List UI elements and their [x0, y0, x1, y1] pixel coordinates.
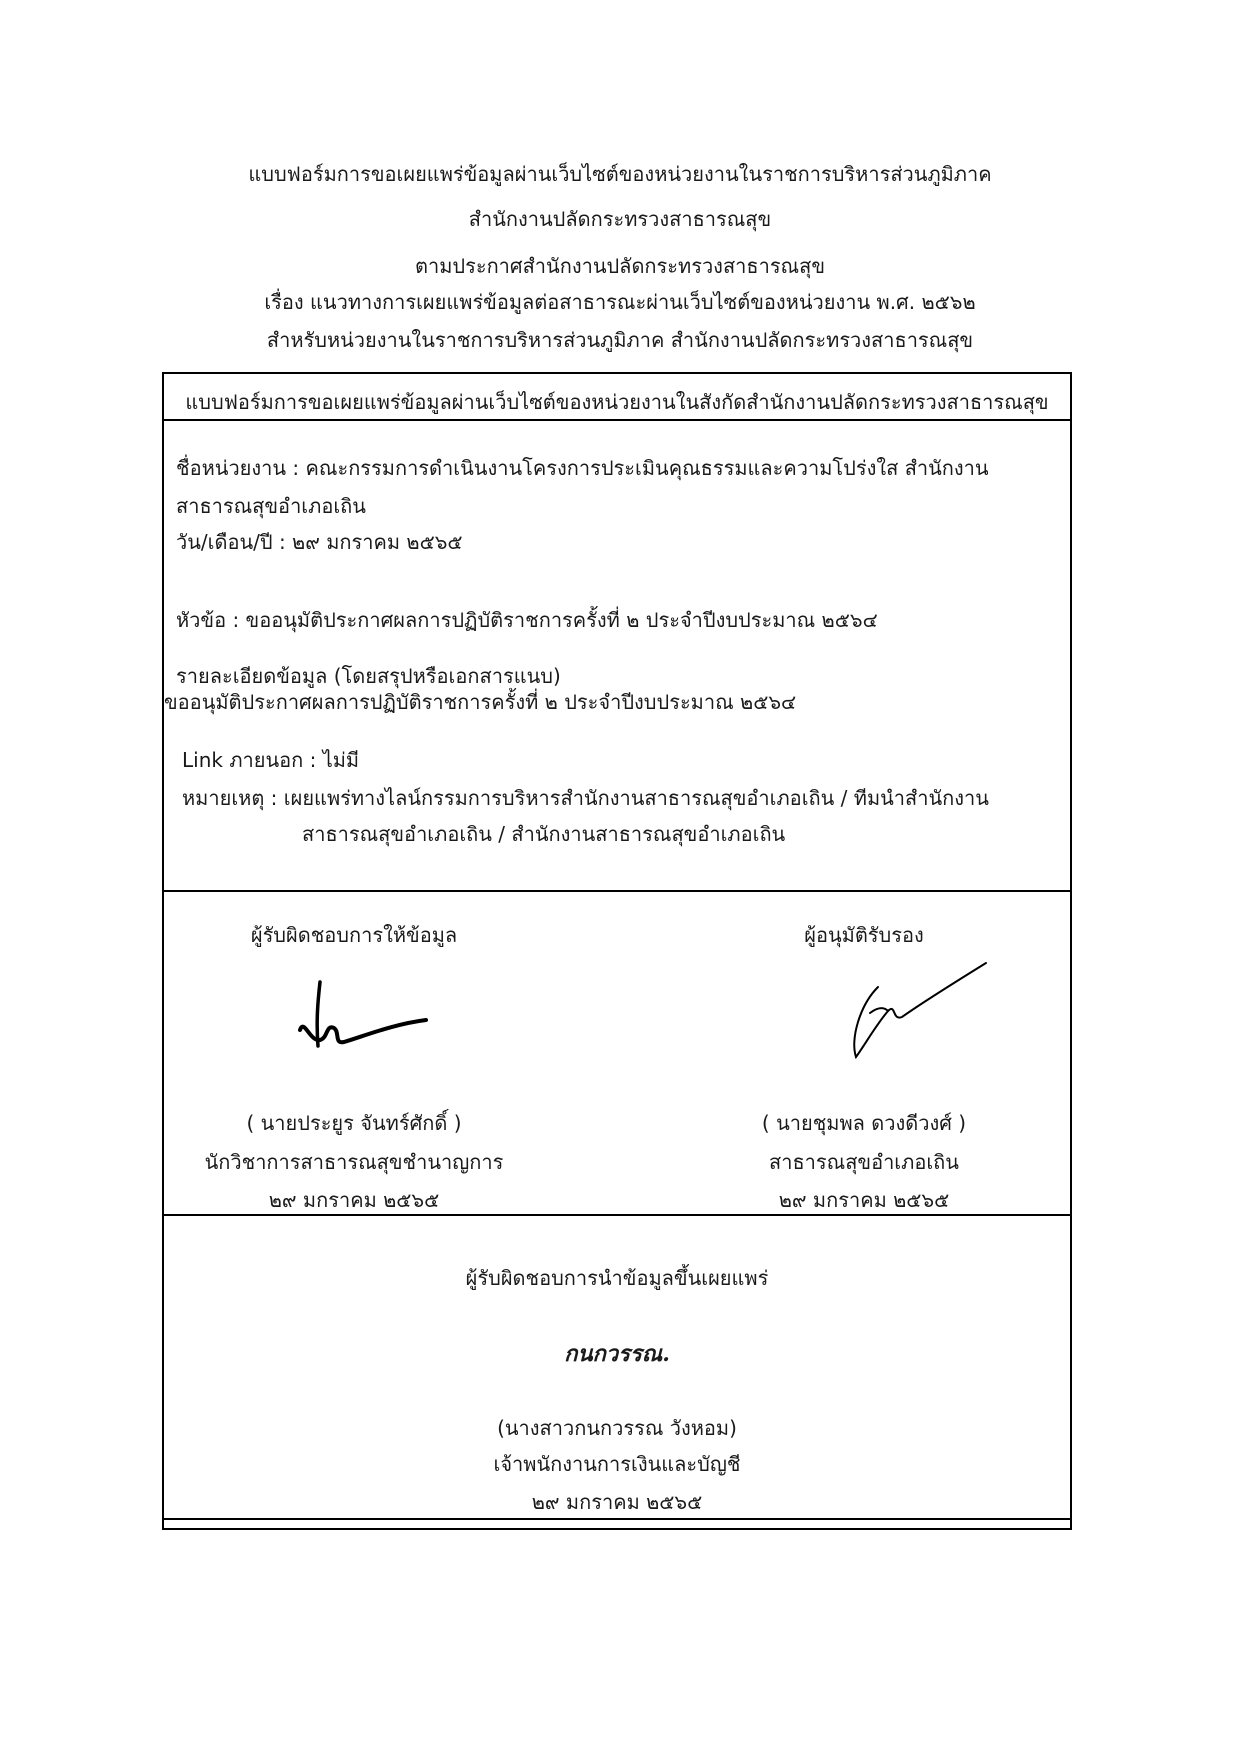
external-link-line: Link ภายนอก : ไม่มี: [182, 748, 360, 772]
provider-date: ๒๙ มกราคม ๒๕๖๕: [268, 1188, 440, 1212]
details-text: ขออนุมัติประกาศผลการปฏิบัติราชการครั้งที่ ๒ ประจำปีงบประมาณ ๒๕๖๔: [164, 690, 797, 714]
form-title: แบบฟอร์มการขอเผยแพร่ข้อมูลผ่านเว็บไซต์ของหน่วยงานในสังกัดสำนักงานปลัดกระทรวงสาธารณสุข: [185, 390, 1049, 414]
header-line-4: เรื่อง แนวทางการเผยแพร่ข้อมูลต่อสาธารณะผ่านเว็บไซต์ของหน่วยงาน พ.ศ. ๒๕๖๒: [264, 290, 976, 314]
header-line-2: สำนักงานปลัดกระทรวงสาธารณสุข: [468, 207, 772, 231]
provider-position: นักวิชาการสาธารณสุขชำนาญการ: [204, 1150, 504, 1174]
publisher-name: (นางสาวกนกวรรณ วังหอม): [497, 1416, 737, 1440]
divider: [164, 419, 1070, 421]
approver-date: ๒๙ มกราคม ๒๕๖๕: [778, 1188, 950, 1212]
agency-name-line-2: สาธารณสุขอำเภอเถิน: [176, 494, 366, 518]
details-label: รายละเอียดข้อมูล (โดยสรุปหรือเอกสารแนบ): [176, 664, 561, 688]
approver-heading: ผู้อนุมัติรับรอง: [804, 923, 924, 947]
header-line-3: ตามประกาศสำนักงานปลัดกระทรวงสาธารณสุข: [414, 254, 825, 278]
agency-name-line-1: ชื่อหน่วยงาน : คณะกรรมการดำเนินงานโครงการประเมินคุณธรรมและความโปร่งใส สำนักงาน: [176, 456, 989, 480]
publisher-signature: กนกวรรณ.: [564, 1341, 670, 1367]
subject-line: หัวข้อ : ขออนุมัติประกาศผลการปฏิบัติราชการครั้งที่ ๒ ประจำปีงบประมาณ ๒๕๖๔: [176, 608, 878, 632]
approver-name: ( นายชุมพล ดวงดีวงศ์ ): [761, 1111, 967, 1135]
divider: [164, 1214, 1070, 1216]
approver-position: สาธารณสุขอำเภอเถิน: [769, 1150, 959, 1174]
header-line-5: สำหรับหน่วยงานในราชการบริหารส่วนภูมิภาค สำนักงานปลัดกระทรวงสาธารณสุข: [266, 328, 974, 352]
publisher-position: เจ้าพนักงานการเงินและบัญชี: [493, 1452, 741, 1476]
header-line-1: แบบฟอร์มการขอเผยแพร่ข้อมูลผ่านเว็บไซต์ของหน่วยงานในราชการบริหารส่วนภูมิภาค: [248, 162, 992, 186]
provider-name: ( นายประยูร จันทร์ศักดิ์ ): [246, 1111, 462, 1135]
note-line-1: หมายเหตุ : เผยแพร่ทางไลน์กรรมการบริหารสำนักงานสาธารณสุขอำเภอเถิน / ทีมนำสำนักงาน: [182, 786, 989, 810]
publication-form: [162, 372, 1072, 1530]
note-line-2: สาธารณสุขอำเภอเถิน / สำนักงานสาธารณสุขอำเภอเถิน: [302, 822, 786, 846]
date-line: วัน/เดือน/ปี : ๒๙ มกราคม ๒๕๖๕: [176, 530, 463, 554]
publisher-date: ๒๙ มกราคม ๒๕๖๕: [531, 1490, 703, 1514]
divider: [164, 1518, 1070, 1520]
signature-icon: [294, 974, 434, 1054]
divider: [164, 890, 1070, 892]
signature-icon: [844, 959, 1004, 1069]
publisher-heading: ผู้รับผิดชอบการนำข้อมูลขึ้นเผยแพร่: [465, 1266, 769, 1290]
provider-heading: ผู้รับผิดชอบการให้ข้อมูล: [250, 923, 458, 947]
